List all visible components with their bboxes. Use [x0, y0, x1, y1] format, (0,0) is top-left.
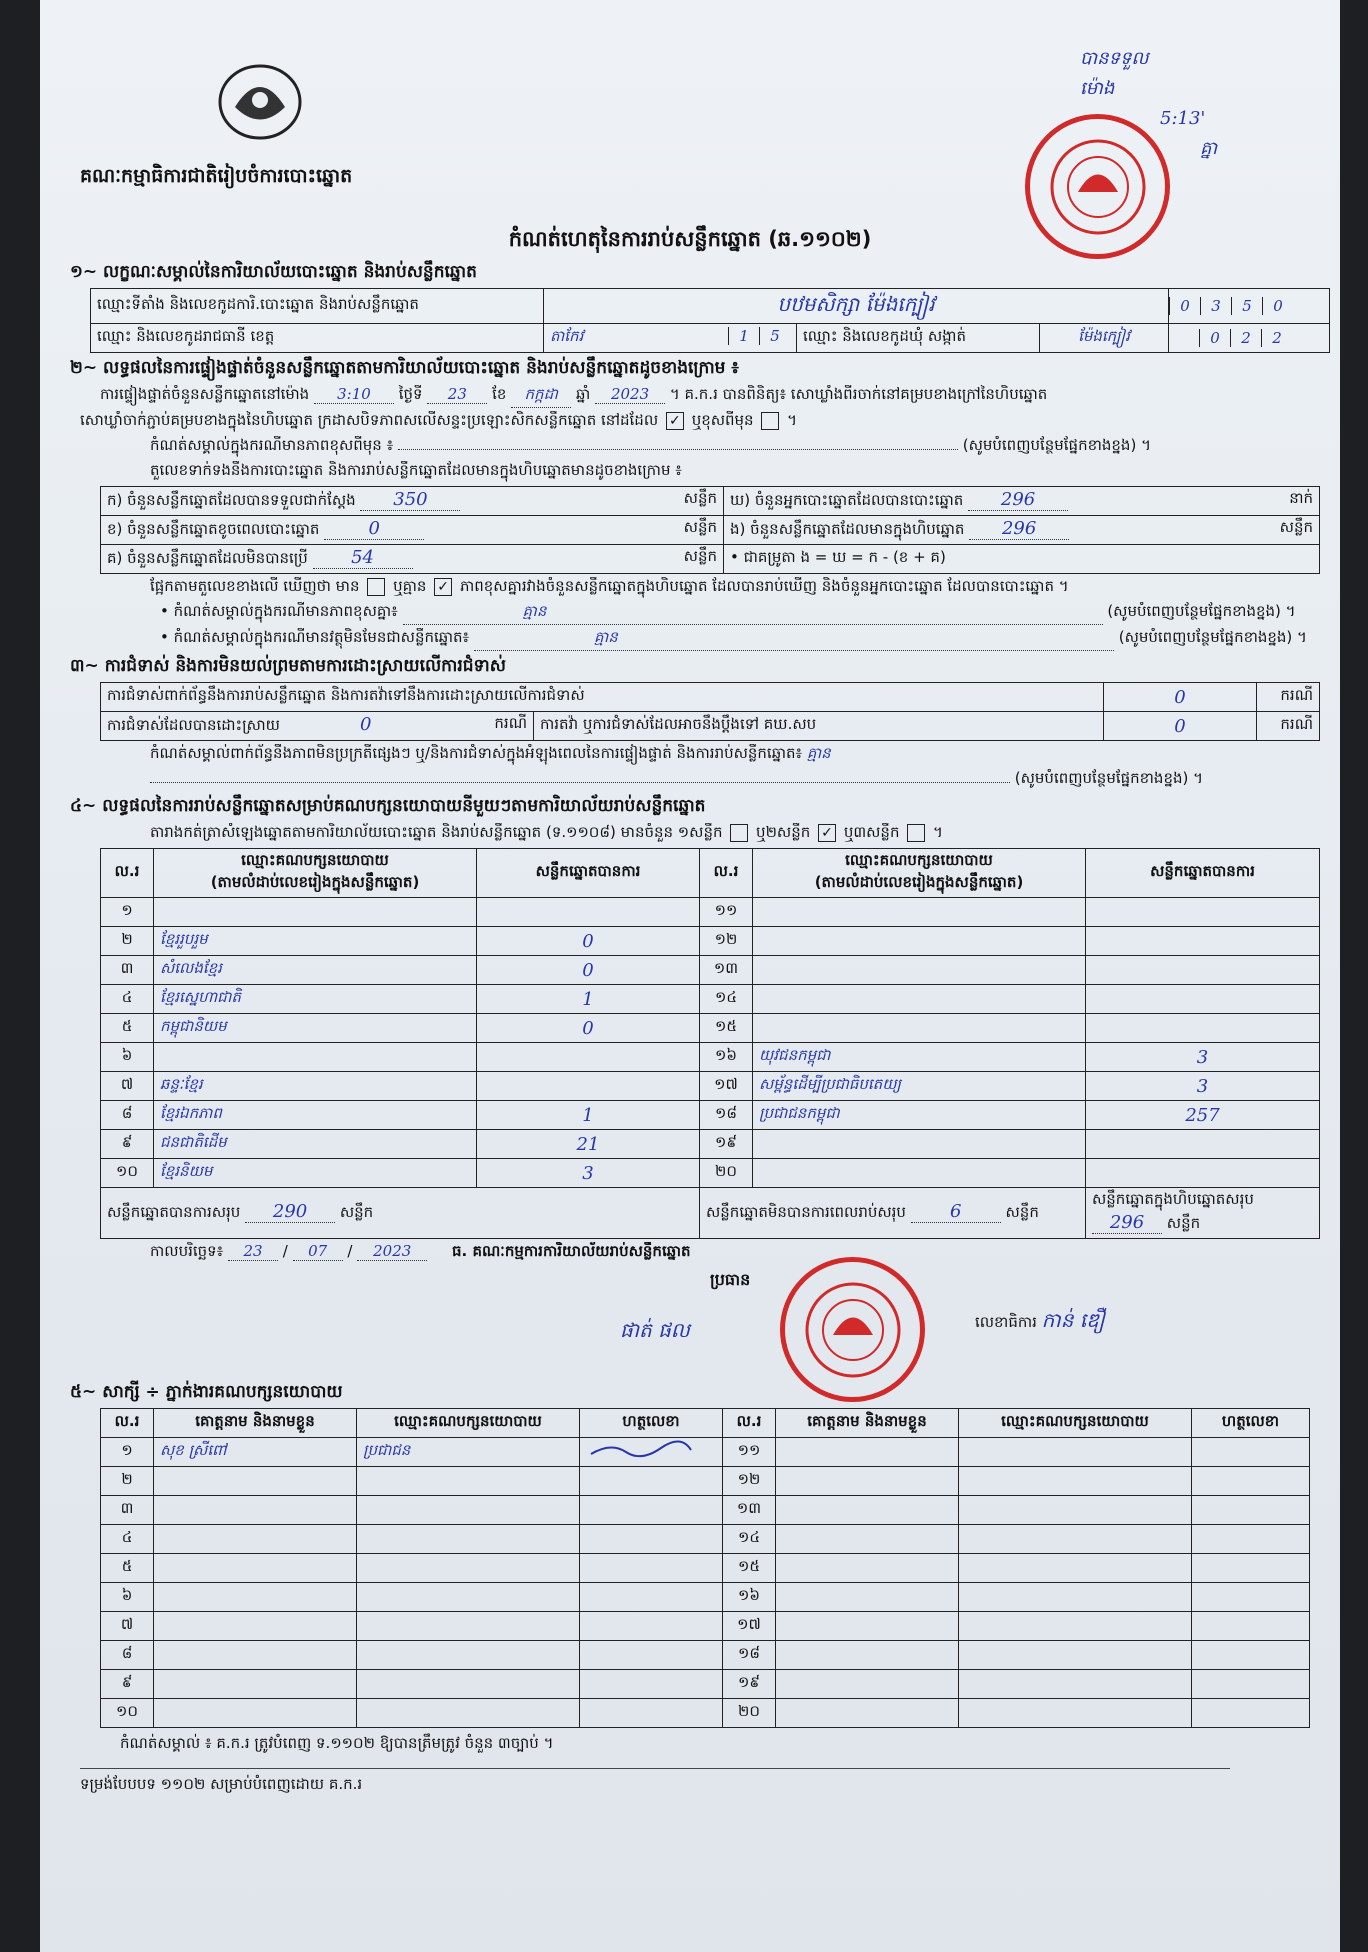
table-cell	[154, 1641, 357, 1670]
table-cell: ខ្មែរស្នេហាជាតិ	[154, 985, 477, 1014]
table-cell: 257	[1086, 1101, 1320, 1130]
table-cell	[154, 1496, 357, 1525]
witness-table: ល.រ គោត្តនាម និងនាមខ្លួន ឈ្មោះគណបក្សនយោបាយ ហត្ថលេខា ល.រ គោត្តនាម និងនាមខ្លួន ឈ្មោះគណបក្សនយោបាយ ហត្ថលេខា ១ សុខ ស្រីពៅ ប្រជាជន ១១ ២ ១២ ៣ ១៣ ៤ ១៤ ៥ ១៥ ៦ ១៦ ៧ ១៧ ៨ ១៨ ៩ ១៩ ១០ ២០	[100, 1408, 1310, 1728]
location-label: ឈ្មោះទីតាំង និងលេខកូដការិ.បោះឆ្នោត និងរាប់សន្លឹកឆ្នោត	[91, 289, 544, 324]
table-cell: កម្ពុជានិយម	[154, 1014, 477, 1043]
table-cell	[154, 1699, 357, 1728]
table-cell: ប្រជាជនកម្ពុជា	[753, 1101, 1086, 1130]
table-cell	[753, 956, 1086, 985]
table-cell	[776, 1554, 959, 1583]
table-cell	[357, 1496, 580, 1525]
table-cell	[753, 898, 1086, 927]
compare-line: ផ្អែកតាមតួលេខខាងលើ ឃើញថា មាន ឬគ្មាន ✓ ភាពខុសគ្នារវាងចំនួនសន្លឹកឆ្នោតក្នុងហិបឆ្នោត ដែលបានរាប់ឃើញ និងចំនួនអ្នកបោះឆ្នោត ដែលបានបោះឆ្នោត ។	[150, 577, 1069, 595]
header-area	[60, 14, 1320, 187]
table-cell: ១៣	[723, 1496, 776, 1525]
commune-label: ឈ្មោះ និងលេខកូដឃុំ សង្កាត់	[797, 324, 1040, 353]
secretary-signature: កាន់ ឌឿ	[1041, 1308, 1105, 1332]
table-cell	[1192, 1554, 1310, 1583]
signature-cell	[580, 1583, 723, 1612]
table-cell: ១៧	[723, 1612, 776, 1641]
table-cell	[357, 1525, 580, 1554]
table-cell: ឆន្ទៈខ្មែរ	[154, 1072, 477, 1101]
table-cell	[1192, 1670, 1310, 1699]
table-cell	[776, 1699, 959, 1728]
signature-cell	[580, 1525, 723, 1554]
table-cell	[477, 898, 700, 927]
table-cell	[1192, 1641, 1310, 1670]
table-cell: ៨	[101, 1101, 154, 1130]
table-cell	[477, 1043, 700, 1072]
table-cell: ៧	[101, 1612, 154, 1641]
table-cell: ១១	[723, 1438, 776, 1467]
location-code: 0 3 5 0	[1169, 289, 1330, 324]
table-cell: ១៧	[700, 1072, 753, 1101]
table-cell: ១០	[101, 1699, 154, 1728]
table-row	[101, 1699, 1310, 1728]
two-sheet-checkbox[interactable]: ✓	[818, 824, 836, 842]
table-cell	[1192, 1583, 1310, 1612]
one-sheet-checkbox[interactable]	[730, 824, 748, 842]
table-cell	[357, 1467, 580, 1496]
section-1-heading: ១~ លក្ខណៈសម្គាល់នៃការិយាល័យបោះឆ្នោត និងរាប់សន្លឹកឆ្នោត	[70, 262, 477, 282]
table-cell	[357, 1641, 580, 1670]
table-row	[101, 1467, 1310, 1496]
table-cell	[357, 1612, 580, 1641]
table-cell	[753, 1014, 1086, 1043]
table-cell: សម្ព័ន្ធដើម្បីប្រជាធិបតេយ្យ	[753, 1072, 1086, 1101]
table-cell: ១៣	[700, 956, 753, 985]
ballots-intro: តួលេខទាក់ទងនឹងការបោះឆ្នោត និងការរាប់សន្លឹកឆ្នោតដែលមានក្នុងហិបឆ្នោតមានដូចខាងក្រោម ៖	[150, 461, 682, 479]
table-cell	[776, 1496, 959, 1525]
signature-cell	[580, 1699, 723, 1728]
table-cell: ២	[101, 1467, 154, 1496]
nec-emblem-icon	[215, 62, 305, 142]
table-cell: 3	[1086, 1072, 1320, 1101]
table-cell: 1	[477, 1101, 700, 1130]
table-cell	[776, 1612, 959, 1641]
objection-table: ការជំទាស់ពាក់ព័ន្ធនឹងការរាប់សន្លឹកឆ្នោត និងការតវ៉ាទៅនឹងការដោះស្រាយលើការជំទាស់ 0 ករណី ការជំទាស់ដែលបានដោះស្រាយ 0 ករណី ការតវ៉ា ឬការជំទាស់ដែលអាចនឹងប្ដឹងទៅ គឃ.សប 0 ករណី	[100, 682, 1320, 741]
table-cell	[776, 1525, 959, 1554]
table-cell: 0	[477, 956, 700, 985]
table-cell	[1086, 898, 1320, 927]
table-cell: ១	[101, 898, 154, 927]
signature-cell	[580, 1612, 723, 1641]
table-cell	[154, 1583, 357, 1612]
table-cell: ៥	[101, 1554, 154, 1583]
table-cell: ១២	[700, 927, 753, 956]
section-3-heading: ៣~ ការជំទាស់ និងការមិនយល់ព្រមតាមការដោះស្រាយលើការជំទាស់	[70, 656, 506, 676]
signature-cell	[580, 1438, 723, 1467]
signature-cell	[580, 1641, 723, 1670]
table-cell: ប្រជាជន	[357, 1438, 580, 1467]
table-cell: ៦	[101, 1043, 154, 1072]
signature-area: ប្រធាន ផាត់ ផល លេខាធិការ កាន់ ឌឿ	[60, 1267, 1320, 1377]
table-cell	[959, 1525, 1192, 1554]
table-cell	[1086, 927, 1320, 956]
table-cell: ១៦	[723, 1583, 776, 1612]
table-cell	[154, 1467, 357, 1496]
table-cell	[1192, 1525, 1310, 1554]
table-cell	[357, 1583, 580, 1612]
table-cell: ១៦	[700, 1043, 753, 1072]
section-5-heading: ៥~ សាក្សី ÷ ភ្នាក់ងារគណបក្សនយោបាយ	[70, 1382, 343, 1402]
date-committee-line: កាលបរិច្ឆេទ៖ 23 / 07 / 2023 ធ. គណៈកម្មការការិយាល័យរាប់សន្លឹកឆ្នោត	[150, 1242, 691, 1260]
signature-scribble	[586, 1440, 696, 1460]
table-row	[101, 1130, 1320, 1159]
table-row	[101, 1101, 1320, 1130]
same-checkbox[interactable]: ✓	[666, 412, 684, 430]
table-cell	[1086, 1130, 1320, 1159]
table-cell	[959, 1670, 1192, 1699]
table-cell	[959, 1583, 1192, 1612]
table-cell: ៣	[101, 956, 154, 985]
table-cell	[154, 1554, 357, 1583]
table-row	[101, 1641, 1310, 1670]
table-row	[101, 1072, 1320, 1101]
verification-line: ការផ្ទៀងផ្ទាត់ចំនួនសន្លឹកឆ្នោតនៅម៉ោង 3:10 ថ្ងៃទី 23 ខែ កក្កដា ឆ្នាំ 2023 ។ គ.ក.រ បានពិនិត្យ៖ សោឃ្លាំងពីរចាក់នៅគម្របខាងក្រៅនៃហិបឆ្នោត	[100, 385, 1320, 408]
table-cell: 21	[477, 1130, 700, 1159]
province-value: តាកែវ 1 5	[544, 324, 797, 353]
table-cell: សំលេងខ្មែរ	[154, 956, 477, 985]
section-4-heading: ៤~ លទ្ធផលនៃការរាប់សន្លឹកឆ្នោតសម្រាប់គណបក្សនយោបាយនីមួយៗតាមការិយាល័យរាប់សន្លឹកឆ្នោត	[70, 796, 706, 816]
table-cell: ១៩	[723, 1670, 776, 1699]
table-cell	[154, 1525, 357, 1554]
table-cell: ជនជាតិដើម	[154, 1130, 477, 1159]
table-cell	[753, 1159, 1086, 1188]
table-cell: ៣	[101, 1496, 154, 1525]
table-cell: ១២	[723, 1467, 776, 1496]
table-cell: ៤	[101, 1525, 154, 1554]
table-cell	[959, 1554, 1192, 1583]
table-cell: ៨	[101, 1641, 154, 1670]
table-cell: ១៨	[723, 1641, 776, 1670]
table-cell: ២០	[723, 1699, 776, 1728]
table-cell	[1192, 1496, 1310, 1525]
location-value: បឋមសិក្សា ម៉ែងក្បៀវ	[544, 289, 1169, 324]
footnote: កំណត់សម្គាល់ ៖ គ.ក.រ ត្រូវបំពេញ ទ.១១០២ ឱ្យបានត្រឹមត្រូវ ចំនួន ៣ច្បាប់ ។	[120, 1734, 554, 1752]
changed-checkbox[interactable]	[761, 412, 779, 430]
sheet-count-line: តារាងកត់ត្រាសំឡេងឆ្នោតតាមការិយាល័យបោះឆ្នោត និងរាប់សន្លឹកឆ្នោត (ទ.១១០៨) មានចំនួន ១សន្លឹក ឬ២សន្លឹក ✓ ឬ៣សន្លឹក ។	[150, 823, 943, 841]
signature-cell	[580, 1670, 723, 1699]
table-cell: ៧	[101, 1072, 154, 1101]
table-cell	[154, 1043, 477, 1072]
document-page	[40, 0, 1340, 1952]
difference-note: • កំណត់សម្គាល់ក្នុងករណីមានភាពខុសគ្នា៖ គ្មាន (សូមបំពេញបន្ថែមផ្នែកខាងខ្នង) ។	[160, 602, 1320, 625]
table-cell	[1086, 1159, 1320, 1188]
table-cell	[154, 898, 477, 927]
section-2-heading: ២~ លទ្ធផលនៃការផ្ទៀងផ្ទាត់ចំនួនសន្លឹកឆ្នោតតាមការិយាល័យបោះឆ្នោត និងរាប់សន្លឹកឆ្នោតដូចខាងក្រោម ៖	[70, 358, 739, 378]
table-cell: ១	[101, 1438, 154, 1467]
table-cell	[959, 1496, 1192, 1525]
document-title: កំណត់ហេតុនៃការរាប់សន្លឹកឆ្នោត (ឆ.១១០២)	[508, 227, 872, 251]
table-cell: ២០	[700, 1159, 753, 1188]
table-row	[101, 956, 1320, 985]
table-cell	[154, 1670, 357, 1699]
table-cell	[357, 1670, 580, 1699]
table-cell: 3	[477, 1159, 700, 1188]
table-row	[101, 927, 1320, 956]
location-table	[90, 288, 1330, 353]
table-cell: ៩	[101, 1130, 154, 1159]
table-cell: ១៩	[700, 1130, 753, 1159]
table-cell: ១៤	[700, 985, 753, 1014]
table-row	[101, 1583, 1310, 1612]
table-cell: ៦	[101, 1583, 154, 1612]
table-cell: សុខ ស្រីពៅ	[154, 1438, 357, 1467]
table-row	[101, 1438, 1310, 1467]
irregularity-note: កំណត់សម្គាល់ពាក់ព័ន្ធនឹងភាពមិនប្រក្រតីផ្សេងៗ ឬ/និងការជំទាស់ក្នុងអំឡុងពេលនៃការផ្ទៀងផ្ទាត់ និងការរាប់សន្លឹកឆ្នោត៖ គ្មាន	[150, 744, 831, 762]
table-cell: ៤	[101, 985, 154, 1014]
received-note: បានទទួល ម៉ោង 5:13' គ្នា	[1080, 48, 1218, 159]
ballot-count-table: ក) ចំនួនសន្លឹកឆ្នោតដែលបានទទួលជាក់ស្តែង 350 សន្លឹក ឃ) ចំនួនអ្នកបោះឆ្នោតដែលបានបោះឆ្នោត 296 នាក់ ខ) ចំនួនសន្លឹកឆ្នោតខូចពេលបោះឆ្នោត 0 សន្លឹក ង) ចំនួនសន្លឹកឆ្នោតដែលមានក្នុងហិបឆ្នោត 296 សន្លឹក គ) ចំនួនសន្លឹកឆ្នោតដែលមិនបានប្រើ 54 សន្លឹក • ជាគម្រូតា ង = ឃ = ក - (ខ + គ)	[100, 486, 1320, 574]
org-name: គណៈកម្មាធិការជាតិរៀបចំការបោះឆ្នោត	[80, 165, 353, 187]
signature-cell	[580, 1554, 723, 1583]
table-cell	[753, 985, 1086, 1014]
table-cell: ១៨	[700, 1101, 753, 1130]
non-ballot-note: • កំណត់សម្គាល់ក្នុងករណីមានវត្ថុមិនមែនជាសន្លឹកឆ្នោត៖ គ្មាន (សូមបំពេញបន្ថែមផ្នែកខាងខ្នង) ។	[160, 628, 1320, 651]
table-row	[101, 1159, 1320, 1188]
table-row	[101, 1496, 1310, 1525]
table-cell	[776, 1641, 959, 1670]
table-row	[101, 1612, 1310, 1641]
results-table: ល.រ ឈ្មោះគណបក្សនយោបាយ (តាមលំដាប់លេខរៀងក្នុងសន្លឹកឆ្នោត) សន្លឹកឆ្នោតបានការ ល.រ ឈ្មោះគណបក្សនយោបាយ (តាមលំដាប់លេខរៀងក្នុងសន្លឹកឆ្នោត) សន្លឹកឆ្នោតបានការ ១ ១១ ២ ខ្មែររួបរួម 0 ១២ ៣ សំលេងខ្មែរ 0 ១៣ ៤ ខ្មែរស្នេហាជាតិ 1 ១៤ ៥ កម្ពុជានិយម 0 ១៥ ៦ ១៦ យុវជនកម្ពុជា 3 ៧ ឆន្ទៈខ្មែរ ១៧ សម្ព័ន្ធដើម្បីប្រជាធិបតេយ្យ 3 ៨ ខ្មែរឯកភាព 1 ១៨ ប្រជាជនកម្ពុជា 257 ៩ ជនជាតិដើម 21 ១៩ ១០ ខ្មែរនិយម 3 ២០ សន្លឹកឆ្នោតបានការសរុប 290 សន្លឹក សន្លឹកឆ្នោតមិនបានការពេលរាប់សរុប 6 សន្លឹក សន្លឹកឆ្នោតក្នុងហិបឆ្នោតសរុប 296 សន្លឹក	[100, 848, 1320, 1239]
table-row	[101, 1554, 1310, 1583]
table-cell: ១០	[101, 1159, 154, 1188]
table-row	[101, 898, 1320, 927]
table-cell: 3	[1086, 1043, 1320, 1072]
no-difference-checkbox[interactable]: ✓	[434, 578, 452, 596]
table-row	[101, 1670, 1310, 1699]
table-cell	[753, 1130, 1086, 1159]
table-cell	[776, 1583, 959, 1612]
table-cell	[1086, 1014, 1320, 1043]
seal-line: សោឃ្លាំចាក់ភ្ជាប់គម្របខាងក្នុងនៃហិបឆ្នោត ក្រដាសបិទភាពសលើសន្ទះប្រឡោះសិកសន្លឹកឆ្នោត នៅដដែល ✓ ឬខុសពីមុន ។	[80, 411, 798, 429]
commune-value: ម៉ែងក្បៀវ	[1040, 324, 1169, 353]
table-cell	[1192, 1612, 1310, 1641]
signature-cell	[580, 1496, 723, 1525]
table-row	[101, 985, 1320, 1014]
table-cell	[959, 1612, 1192, 1641]
table-cell	[753, 927, 1086, 956]
table-cell	[1192, 1467, 1310, 1496]
table-cell	[776, 1438, 959, 1467]
commune-code: 0 2 2	[1169, 324, 1330, 353]
table-cell	[1192, 1699, 1310, 1728]
form-note: ទម្រង់បែបបទ ១១០២ សម្រាប់បំពេញដោយ គ.ក.រ	[80, 1768, 1230, 1797]
table-cell	[477, 1072, 700, 1101]
table-cell: ខ្មែរនិយម	[154, 1159, 477, 1188]
table-cell: ខ្មែរឯកភាព	[154, 1101, 477, 1130]
table-cell	[776, 1467, 959, 1496]
table-cell	[959, 1438, 1192, 1467]
chair-signature: ផាត់ ផល	[620, 1318, 690, 1342]
table-cell: ៩	[101, 1670, 154, 1699]
table-cell: ៥	[101, 1014, 154, 1043]
table-cell	[1086, 956, 1320, 985]
table-cell: ១៥	[723, 1554, 776, 1583]
change-note-line: កំណត់សម្គាល់ក្នុងករណីមានភាពខុសពីមុន ៖ (សូមបំពេញបន្ថែមផ្នែកខាងខ្នង) ។	[150, 436, 1151, 454]
table-cell: 1	[477, 985, 700, 1014]
table-cell	[1192, 1438, 1310, 1467]
table-cell: ១៥	[700, 1014, 753, 1043]
table-row	[101, 1014, 1320, 1043]
table-cell	[776, 1670, 959, 1699]
table-cell: ១១	[700, 898, 753, 927]
table-cell: 0	[477, 927, 700, 956]
table-cell	[959, 1467, 1192, 1496]
table-cell	[959, 1641, 1192, 1670]
table-cell	[357, 1699, 580, 1728]
signature-cell	[580, 1467, 723, 1496]
table-cell: ខ្មែររួបរួម	[154, 927, 477, 956]
table-row	[101, 1043, 1320, 1072]
three-sheet-checkbox[interactable]	[907, 824, 925, 842]
table-cell	[1086, 985, 1320, 1014]
table-row	[101, 1525, 1310, 1554]
table-cell: ២	[101, 927, 154, 956]
table-cell	[154, 1612, 357, 1641]
province-label: ឈ្មោះ និងលេខកូដរាជធានី ខេត្ត	[91, 324, 544, 353]
table-cell: 0	[477, 1014, 700, 1043]
table-cell: យុវជនកម្ពុជា	[753, 1043, 1086, 1072]
has-difference-checkbox[interactable]	[367, 578, 385, 596]
irregularity-fill: (សូមបំពេញបន្ថែមផ្នែកខាងខ្នង) ។	[150, 769, 1320, 791]
table-cell: ១៤	[723, 1525, 776, 1554]
table-cell	[959, 1699, 1192, 1728]
table-cell	[357, 1554, 580, 1583]
